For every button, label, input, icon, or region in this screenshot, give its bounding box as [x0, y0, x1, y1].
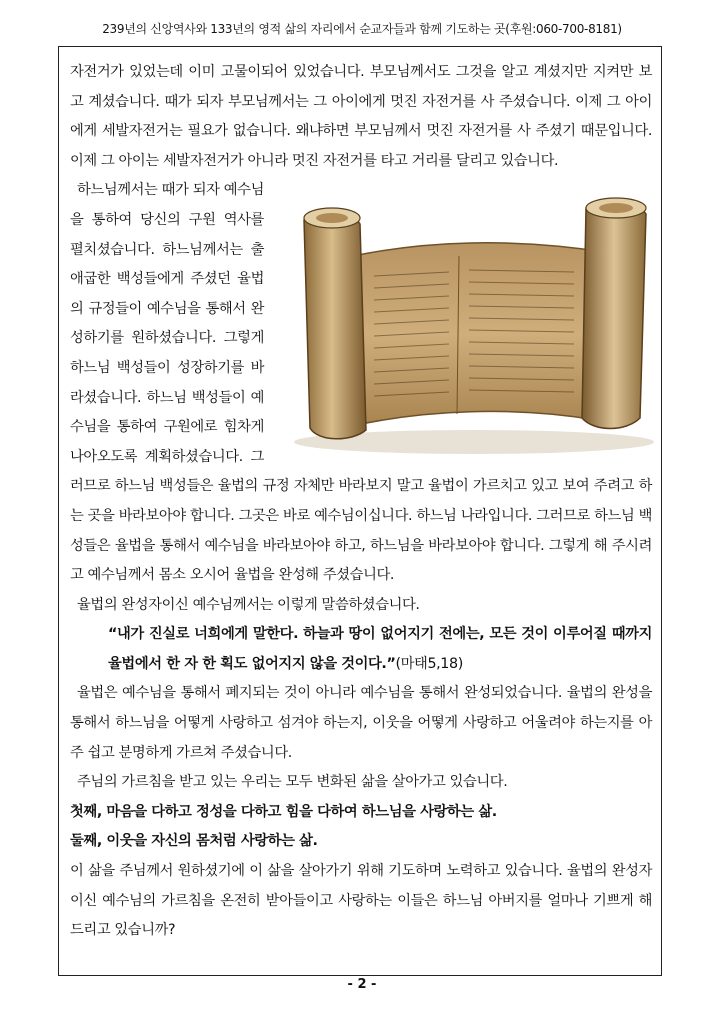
paragraph-law-fulfilled: 율법은 예수님을 통해서 폐지되는 것이 아니라 예수님을 통해서 완성되었습니다. 율법의 완성을 통해서 하느님을 어떻게 사랑하고 섬겨야 하는지, 이웃을 어떻게 사랑하고 어울려야 하는지를 아주 쉽고 분명하게 가르쳐 주셨습니다.	[70, 685, 652, 761]
scripture-reference: (마태5,18)	[395, 655, 463, 672]
scripture-quote	[70, 620, 652, 679]
scripture-quote-text: “내가 진실로 너희에게 말한다. 하늘과 땅이 없어지기 전에는, 모든 것이 이루어질 때까지 율법에서 한 자 한 획도 없어지지 않을 것이다.”	[108, 626, 652, 672]
main-content	[70, 58, 652, 946]
page-header: 239년의 신앙역사와 133년의 영적 삶의 자리에서 순교자들과 함께 기도하는 곳(후원:060-700-8181)	[102, 22, 622, 36]
paragraph-salvation: 하느님께서는 때가 되자 예수님을 통하여 당신의 구원 역사를 펼치셨습니다. 하느님께서는 출애굽한 백성들에게 주셨던 율법의 규정들이 예수님을 통해서 완성하기를 원하셨습니다. 그렇게 하느님 백성들이 성장하기를 바라셨습니다. 하느님 백성들이 예수님을 통하여 구원에로 힘차게 나아오도록 계획하셨습니다. 그러므로 하느님 백성들은 율법의 규정 자체만 바라보지 말고 율법이 가르치고 있고 보여 주려고 하는 곳을 바라보아야 합니다. 그곳은 바로 예수님이십니다. 하느님 나라입니다. 그러므로 하느님 백성들은 율법을 통해서 예수님을 바라보아야 하고, 하느님을 바라보아야 합니다. 그렇게 해 주시려고 예수님께서 몸소 오시어 율법을 완성해 주셨습니다.	[70, 182, 652, 584]
paragraph-changed-life: 주님의 가르침을 받고 있는 우리는 모두 변화된 삶을 살아가고 있습니다.	[77, 774, 508, 791]
paragraph-intro-quote: 율법의 완성자이신 예수님께서는 이렇게 말씀하셨습니다.	[77, 596, 420, 613]
paragraph-bicycle: 자전거가 있었는데 이미 고물이되어 있었습니다. 부모님께서도 그것을 알고 계셨지만 지켜만 보고 계셨습니다. 때가 되자 부모님께서는 그 아이에게 멋진 자전거를 사 주셨습니다. 이제 그 아이에게 세발자전거는 필요가 없습니다. 왜냐하면 부모님께서 멋진 자전거를 사 주셨기 때문입니다. 이제 그 아이는 세발자전거가 아니라 멋진 자전거를 타고 거리를 달리고 있습니다.	[70, 64, 652, 169]
second-commandment: 둘째, 이웃을 자신의 몸처럼 사랑하는 삶.	[70, 833, 318, 850]
ancient-scroll-image	[274, 180, 664, 460]
paragraph-closing: 이 삶을 주님께서 원하셨기에 이 삶을 살아가기 위해 기도하며 노력하고 있습니다. 율법의 완성자이신 예수님의 가르침을 온전히 받아들이고 사랑하는 이들은 하느님 아버지를 얼마나 기쁘게 해 드리고 있습니까?	[70, 863, 652, 939]
page-number: - 2 -	[347, 977, 377, 992]
first-commandment: 첫째, 마음을 다하고 정성을 다하고 힘을 다하여 하느님을 사랑하는 삶.	[70, 803, 497, 820]
